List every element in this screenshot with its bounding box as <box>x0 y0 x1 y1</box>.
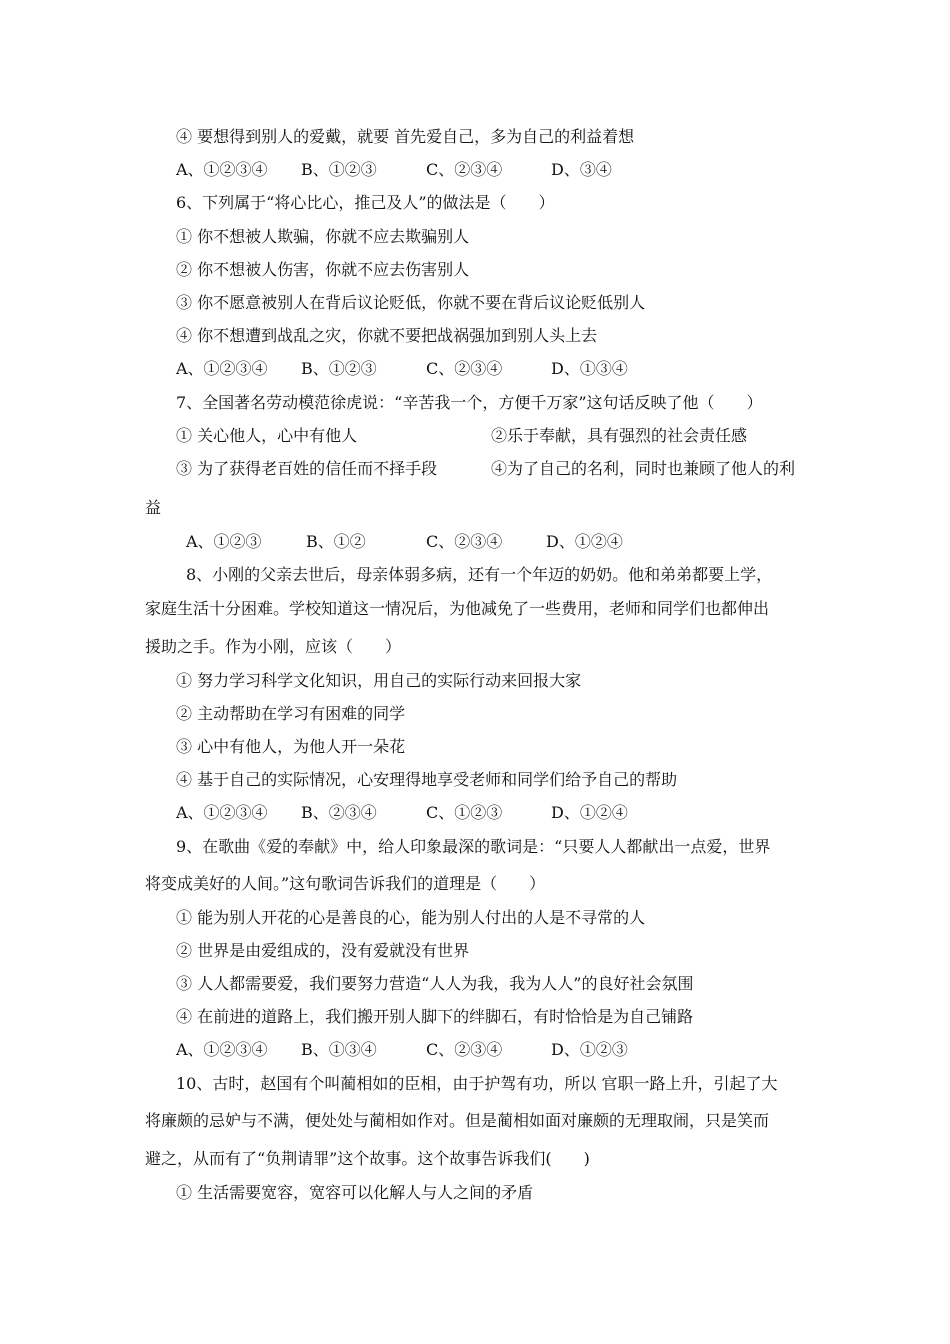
q8-option-d: D、①②④ <box>551 803 628 822</box>
q8-item-2: ② 主动帮助在学习有困难的同学 <box>176 704 406 723</box>
q7-item-3: ③ 为了获得老百姓的信任而不择手段 <box>176 459 438 478</box>
q8-item-4: ④ 基于自己的实际情况，心安理得地享受老师和同学们给予自己的帮助 <box>176 770 678 789</box>
q8-item-3: ③ 心中有他人，为他人开一朵花 <box>176 737 406 756</box>
q9-option-d: D、①②③ <box>551 1040 628 1059</box>
q5-option-a: A、①②③④ <box>176 160 268 179</box>
q6-options <box>176 358 676 380</box>
q7-item-1: ① 关心他人，心中有他人 <box>176 426 358 445</box>
q10-stem-line-1: 10、古时，赵国有个叫蔺相如的臣相，由于护驾有功，所以 官职一路上升，引起了大 <box>176 1074 778 1093</box>
q6-option-a: A、①②③④ <box>176 359 268 378</box>
q8-stem-line-3: 援助之手。作为小刚，应该（ ） <box>145 637 402 656</box>
q6-item-4: ④ 你不想遭到战乱之灾，你就不要把战祸强加到别人头上去 <box>176 326 598 345</box>
q8-item-1: ① 努力学习科学文化知识，用自己的实际行动来回报大家 <box>176 671 582 690</box>
q9-stem-line-1: 9、在歌曲《爱的奉献》中，给人印象最深的歌词是：“只要人人都献出一点爱，世界 <box>176 837 771 856</box>
q10-item-1: ① 生活需要宽容，宽容可以化解人与人之间的矛盾 <box>176 1183 534 1202</box>
q7-option-d: D、①②④ <box>546 532 623 551</box>
q6-option-b: B、①②③ <box>301 359 377 378</box>
q10-stem-line-2: 将廉颇的忌妒与不满，便处处与蔺相如作对。但是蔺相如面对廉颇的无理取闹，只是笑而 <box>145 1111 770 1130</box>
q5-option-d: D、③④ <box>551 160 612 179</box>
q9-item-4: ④ 在前进的道路上，我们搬开别人脚下的绊脚石，有时恰恰是为自己铺路 <box>176 1007 694 1026</box>
q8-option-b: B、②③④ <box>301 803 377 822</box>
q7-option-c: C、②③④ <box>426 532 503 551</box>
q7-item-4-continued: 益 <box>145 498 162 517</box>
q6-item-1: ① 你不想被人欺骗，你就不应去欺骗别人 <box>176 227 470 246</box>
q5-option-c: C、②③④ <box>426 160 503 179</box>
q8-options <box>176 802 676 824</box>
q7-option-b: B、①② <box>306 532 366 551</box>
q7-item-2: ②乐于奉献，具有强烈的社会责任感 <box>491 426 748 445</box>
q7-items-row-2 <box>176 458 795 480</box>
q5-options <box>176 159 676 181</box>
q8-option-a: A、①②③④ <box>176 803 268 822</box>
q5-item-4: ④ 要想得到别人的爱戴，就要 首先爱自己，多为自己的利益着想 <box>176 127 635 146</box>
q7-items-row-1 <box>176 425 747 447</box>
q6-option-d: D、①③④ <box>551 359 628 378</box>
q7-option-a: A、①②③ <box>186 532 262 551</box>
q9-option-b: B、①③④ <box>301 1040 377 1059</box>
q9-item-2: ② 世界是由爱组成的，没有爱就没有世界 <box>176 941 470 960</box>
q6-stem: 6、下列属于“将心比心，推己及人”的做法是（ ） <box>176 193 555 212</box>
q9-stem-line-2: 将变成美好的人间。”这句歌词告诉我们的道理是（ ） <box>145 874 546 893</box>
q9-option-a: A、①②③④ <box>176 1040 268 1059</box>
q8-stem-line-2: 家庭生活十分困难。学校知道这一情况后，为他减免了一些费用，老师和同学们也都伸出 <box>145 599 770 618</box>
q7-options <box>186 531 666 553</box>
q9-item-1: ① 能为别人开花的心是善良的心，能为别人付出的人是不寻常的人 <box>176 908 646 927</box>
q6-item-3: ③ 你不愿意被别人在背后议论贬低，你就不要在背后议论贬低别人 <box>176 293 646 312</box>
q9-options <box>176 1039 676 1061</box>
q7-stem: 7、全国著名劳动模范徐虎说：“辛苦我一个，方便千万家”这句话反映了他（ ） <box>176 393 763 412</box>
q9-item-3: ③ 人人都需要爱，我们要努力营造“人人为我，我为人人”的良好社会氛围 <box>176 974 694 993</box>
q8-option-c: C、①②③ <box>426 803 503 822</box>
q7-item-4: ④为了自己的名利，同时也兼顾了他人的利 <box>491 459 796 478</box>
q5-option-b: B、①②③ <box>301 160 377 179</box>
q6-option-c: C、②③④ <box>426 359 503 378</box>
q10-stem-line-3: 避之，从而有了“负荆请罪”这个故事。这个故事告诉我们( ) <box>145 1149 590 1168</box>
q6-item-2: ② 你不想被人伤害，你就不应去伤害别人 <box>176 260 470 279</box>
q8-stem-line-1: 8、小刚的父亲去世后，母亲体弱多病，还有一个年迈的奶奶。他和弟弟都要上学， <box>186 565 773 584</box>
q9-option-c: C、②③④ <box>426 1040 503 1059</box>
